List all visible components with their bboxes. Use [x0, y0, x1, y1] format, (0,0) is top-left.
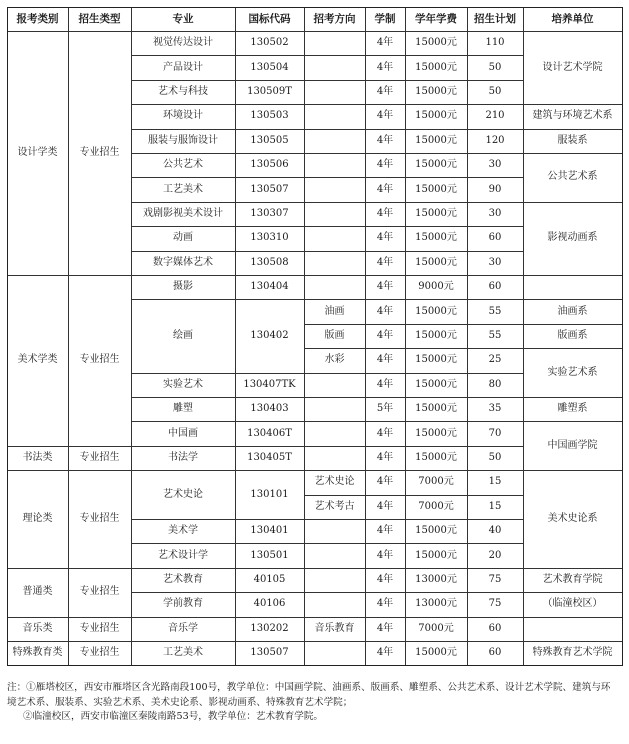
row-divider [131, 543, 305, 544]
row-divider [7, 641, 132, 642]
row-divider [304, 348, 524, 349]
row-divider [131, 568, 305, 569]
type-cell: 专业招生 [79, 451, 120, 463]
fee-cell: 15000元 [415, 256, 457, 268]
direction-cell [304, 421, 365, 445]
row-divider [131, 299, 305, 300]
direction-cell: 版画 [324, 329, 345, 341]
plan-cell: 120 [485, 134, 505, 146]
fee-cell: 15000元 [415, 61, 457, 73]
header-cell: 学制 [374, 13, 396, 25]
code-cell: 130101 [250, 488, 289, 500]
row-divider [523, 470, 623, 471]
plan-cell: 15 [488, 476, 502, 488]
years-cell: 4年 [376, 281, 394, 293]
row-divider [523, 348, 623, 349]
major-cell: 绘画 [173, 329, 193, 341]
unit-cell: 美术史论系 [547, 512, 598, 524]
row-divider [304, 495, 524, 496]
row-divider [523, 568, 623, 569]
years-cell: 4年 [376, 85, 394, 97]
category-cell: 美术学类 [17, 354, 58, 366]
type-cell: 专业招生 [79, 647, 120, 659]
column-divider [235, 7, 236, 665]
row-divider [7, 568, 132, 569]
major-cell: 动画 [173, 232, 193, 244]
code-cell: 40106 [253, 598, 286, 610]
column-divider [68, 7, 69, 665]
code-cell: 130509T [247, 85, 292, 97]
type-cell: 专业招生 [79, 354, 120, 366]
direction-cell: 艺术考古 [314, 500, 355, 512]
row-divider [304, 397, 524, 398]
row-divider [131, 104, 305, 105]
code-cell: 130501 [250, 549, 289, 561]
fee-cell: 15000元 [415, 525, 457, 537]
code-cell: 130504 [250, 61, 289, 73]
direction-cell [304, 153, 365, 177]
code-cell: 130307 [250, 207, 289, 219]
fee-cell: 15000元 [415, 183, 457, 195]
unit-cell: 油画系 [557, 305, 588, 317]
category-cell: 设计学类 [17, 147, 58, 158]
fee-cell: 15000元 [415, 549, 457, 561]
row-divider [131, 592, 305, 593]
years-cell: 4年 [376, 525, 394, 537]
row-divider [523, 397, 623, 398]
fee-cell: 15000元 [415, 427, 457, 439]
direction-cell [304, 104, 365, 128]
row-divider [131, 226, 305, 227]
row-divider [304, 373, 524, 374]
major-cell: 摄影 [173, 281, 193, 293]
row-divider [304, 129, 524, 130]
major-cell: 艺术教育 [163, 573, 203, 585]
direction-cell: 音乐教育 [314, 622, 355, 634]
years-cell: 4年 [376, 305, 394, 317]
plan-cell: 30 [488, 159, 502, 171]
direction-cell [304, 446, 365, 470]
plan-cell: 30 [488, 207, 502, 219]
unit-cell: 实验艺术系 [547, 366, 598, 378]
unit-cell [523, 617, 622, 641]
fee-cell: 15000元 [415, 159, 457, 171]
direction-cell [304, 80, 365, 104]
row-divider [304, 226, 524, 227]
fee-cell: 7000元 [418, 500, 454, 512]
direction-cell [304, 275, 365, 299]
fee-cell: 15000元 [415, 329, 457, 341]
code-cell: 130506 [250, 159, 289, 171]
row-divider [131, 470, 305, 471]
major-cell: 数字媒体艺术 [153, 256, 213, 268]
years-cell: 4年 [376, 110, 394, 122]
fee-cell: 13000元 [415, 573, 457, 585]
major-cell: 工艺美术 [163, 647, 203, 659]
header-cell: 报考类别 [16, 13, 59, 25]
column-divider [523, 7, 524, 665]
plan-cell: 80 [488, 378, 502, 390]
row-divider [304, 446, 524, 447]
row-divider [304, 519, 524, 520]
direction-cell [304, 397, 365, 421]
code-cell: 130502 [250, 37, 289, 49]
note-line-2: ②临潼校区，西安市临潼区秦陵南路53号，教学单位：艺术教育学院。 [23, 711, 324, 722]
row-divider [304, 55, 524, 56]
major-cell: 环境设计 [163, 110, 203, 122]
category-cell: 普通类 [22, 586, 53, 598]
code-cell: 130503 [250, 110, 289, 122]
fee-cell: 15000元 [415, 451, 457, 463]
code-cell: 130406T [247, 427, 292, 439]
direction-cell [304, 226, 365, 250]
type-cell: 专业招生 [79, 622, 120, 634]
direction-cell [304, 641, 365, 665]
row-divider [7, 446, 132, 447]
row-divider [131, 617, 305, 618]
enrollment-table [7, 7, 622, 666]
plan-cell: 40 [488, 525, 502, 537]
row-divider [304, 299, 524, 300]
code-cell: 40105 [253, 573, 286, 585]
major-cell: 服装与服饰设计 [148, 134, 218, 146]
fee-cell: 15000元 [415, 378, 457, 390]
plan-cell: 90 [488, 183, 502, 195]
direction-cell: 油画 [324, 305, 345, 317]
column-divider [365, 7, 366, 665]
direction-cell [304, 373, 365, 397]
unit-cell: 服装系 [557, 134, 588, 146]
major-cell: 公共艺术 [163, 159, 203, 171]
row-divider [523, 421, 623, 422]
row-divider [131, 251, 305, 252]
direction-cell: 艺术史论 [314, 476, 355, 488]
direction-cell [304, 177, 365, 201]
plan-cell: 30 [488, 256, 502, 268]
direction-cell: 水彩 [324, 354, 345, 366]
row-divider [131, 153, 305, 154]
years-cell: 4年 [376, 329, 394, 341]
major-cell: 中国画 [168, 427, 198, 439]
row-divider [304, 568, 524, 569]
unit-cell: 公共艺术系 [547, 171, 598, 183]
major-cell: 美术学 [168, 525, 198, 537]
fee-cell: 15000元 [415, 403, 457, 415]
major-cell: 视觉传达设计 [153, 37, 213, 49]
plan-cell: 20 [488, 549, 502, 561]
row-divider [131, 421, 305, 422]
row-divider [304, 251, 524, 252]
fee-cell: 15000元 [415, 305, 457, 317]
years-cell: 4年 [376, 573, 394, 585]
row-divider [523, 617, 623, 618]
code-cell: 130505 [250, 134, 289, 146]
column-divider [405, 7, 406, 665]
years-cell: 4年 [376, 427, 394, 439]
major-cell: 学前教育 [163, 598, 203, 610]
direction-cell [304, 568, 365, 592]
row-divider [523, 153, 623, 154]
major-cell: 书法学 [168, 451, 198, 463]
code-cell: 130407TK [243, 378, 296, 390]
row-divider [131, 129, 305, 130]
unit-cell: 设计艺术学院 [542, 61, 603, 73]
unit-cell [523, 275, 622, 299]
category-cell: 音乐类 [22, 622, 53, 634]
plan-cell: 50 [488, 451, 502, 463]
years-cell: 4年 [376, 598, 394, 610]
years-cell: 4年 [376, 183, 394, 195]
unit-cell: 建筑与环境艺术系 [532, 110, 613, 122]
code-cell: 130405T [247, 451, 292, 463]
fee-cell: 7000元 [418, 622, 454, 634]
note-line-1: 注：①雁塔校区，西安市雁塔区含光路南段100号，教学单位：中国画学院、油画系、版画系、雕塑系、公共艺术系、设计艺术学院、建筑与环境艺术系、服装系、实验艺术系、美术史论系、影视动画系、特殊教育艺术学院； [7, 682, 611, 708]
fee-cell: 15000元 [415, 207, 457, 219]
row-divider [131, 519, 305, 520]
plan-cell: 110 [485, 37, 505, 49]
fee-cell: 15000元 [415, 647, 457, 659]
plan-cell: 55 [488, 329, 502, 341]
category-cell: 理论类 [22, 512, 53, 524]
major-cell: 产品设计 [163, 61, 203, 73]
major-cell: 雕塑 [173, 403, 193, 415]
header-cell: 招生类型 [78, 13, 121, 25]
years-cell: 4年 [376, 476, 394, 488]
column-divider [467, 7, 468, 665]
plan-cell: 55 [488, 305, 502, 317]
row-divider [131, 80, 305, 81]
header-cell: 培养单位 [551, 13, 594, 25]
row-divider [304, 543, 524, 544]
row-divider [7, 617, 132, 618]
code-cell: 130403 [250, 403, 289, 415]
major-cell: 音乐学 [168, 622, 198, 634]
fee-cell: 15000元 [415, 232, 457, 244]
plan-cell: 25 [488, 354, 502, 366]
code-cell: 130507 [250, 647, 289, 659]
type-cell: 专业招生 [79, 512, 120, 524]
row-divider [304, 80, 524, 81]
fee-cell: 9000元 [418, 281, 454, 293]
years-cell: 4年 [376, 549, 394, 561]
row-divider [523, 104, 623, 105]
row-divider [131, 275, 305, 276]
major-cell: 实验艺术 [163, 378, 203, 390]
row-divider [131, 177, 305, 178]
code-cell: 130401 [250, 525, 289, 537]
years-cell: 4年 [376, 622, 394, 634]
years-cell: 4年 [376, 451, 394, 463]
major-cell: 工艺美术 [163, 183, 203, 195]
years-cell: 4年 [376, 134, 394, 146]
row-divider [304, 275, 524, 276]
fee-cell: 15000元 [415, 85, 457, 97]
unit-cell: 特殊教育艺术学院 [532, 647, 613, 659]
row-divider [304, 324, 524, 325]
direction-cell [304, 251, 365, 275]
fee-cell: 15000元 [415, 37, 457, 49]
plan-cell: 75 [488, 573, 502, 585]
fee-cell: 15000元 [415, 134, 457, 146]
fee-cell: 7000元 [418, 476, 454, 488]
row-divider [131, 641, 305, 642]
row-divider [523, 202, 623, 203]
plan-cell: 60 [488, 647, 502, 659]
plan-cell: 70 [488, 427, 502, 439]
column-divider [131, 7, 132, 665]
years-cell: 4年 [376, 647, 394, 659]
category-cell: 书法类 [22, 451, 53, 463]
column-divider [304, 7, 305, 665]
row-divider [304, 592, 524, 593]
row-divider [523, 129, 623, 130]
direction-cell [304, 55, 365, 79]
row-divider [523, 641, 623, 642]
row-divider [304, 641, 524, 642]
major-cell: 戏剧影视美术设计 [143, 207, 223, 219]
header-divider [7, 31, 623, 32]
row-divider [7, 470, 132, 471]
row-divider [304, 421, 524, 422]
row-divider [131, 397, 305, 398]
header-cell: 招生计划 [474, 13, 516, 25]
row-divider [131, 446, 305, 447]
fee-cell: 15000元 [415, 354, 457, 366]
years-cell: 4年 [376, 354, 394, 366]
major-cell: 艺术设计学 [158, 549, 208, 561]
direction-cell [304, 543, 365, 567]
years-cell: 5年 [376, 403, 394, 415]
plan-cell: 50 [488, 85, 502, 97]
code-cell: 130202 [250, 622, 289, 634]
years-cell: 4年 [376, 256, 394, 268]
direction-cell [304, 129, 365, 153]
row-divider [523, 592, 623, 593]
code-cell: 130508 [250, 256, 289, 268]
category-cell: 特殊教育类 [12, 647, 63, 659]
row-divider [304, 153, 524, 154]
code-cell: 130404 [250, 281, 289, 293]
plan-cell: 35 [488, 403, 502, 415]
plan-cell: 75 [488, 598, 502, 610]
plan-cell: 60 [488, 281, 502, 293]
row-divider [304, 470, 524, 471]
years-cell: 4年 [376, 37, 394, 49]
row-divider [131, 55, 305, 56]
row-divider [523, 324, 623, 325]
row-divider [523, 299, 623, 300]
unit-cell: 影视动画系 [547, 232, 598, 244]
type-cell: 专业招生 [79, 147, 120, 158]
row-divider [131, 373, 305, 374]
plan-cell: 60 [488, 622, 502, 634]
plan-cell: 210 [485, 110, 505, 122]
direction-cell [304, 31, 365, 55]
fee-cell: 13000元 [415, 598, 457, 610]
unit-cell: 艺术教育学院 [542, 573, 603, 585]
unit-cell: 版画系 [557, 329, 588, 341]
row-divider [304, 202, 524, 203]
header-cell: 招考方向 [313, 13, 356, 25]
years-cell: 4年 [376, 61, 394, 73]
years-cell: 4年 [376, 207, 394, 219]
fee-cell: 15000元 [415, 110, 457, 122]
plan-cell: 50 [488, 61, 502, 73]
years-cell: 4年 [376, 378, 394, 390]
header-cell: 学年学费 [415, 13, 457, 25]
direction-cell [304, 519, 365, 543]
plan-cell: 15 [488, 500, 502, 512]
code-cell: 130507 [250, 183, 289, 195]
major-cell: 艺术与科技 [158, 85, 208, 97]
row-divider [304, 617, 524, 618]
major-cell: 艺术史论 [163, 488, 203, 500]
row-divider [523, 275, 623, 276]
unit-cell: （临潼校区） [542, 598, 603, 610]
direction-cell [304, 592, 365, 616]
row-divider [304, 177, 524, 178]
row-divider [304, 104, 524, 105]
table-notes [7, 681, 619, 725]
header-cell: 专业 [172, 13, 194, 25]
type-cell: 专业招生 [79, 586, 120, 598]
header-cell: 国标代码 [248, 13, 291, 25]
years-cell: 4年 [376, 500, 394, 512]
years-cell: 4年 [376, 232, 394, 244]
code-cell: 130310 [250, 232, 289, 244]
unit-cell: 雕塑系 [557, 403, 588, 415]
unit-cell: 中国画学院 [547, 439, 598, 451]
row-divider [7, 275, 132, 276]
code-cell: 130402 [250, 329, 289, 341]
plan-cell: 60 [488, 232, 502, 244]
row-divider [131, 202, 305, 203]
direction-cell [304, 202, 365, 226]
years-cell: 4年 [376, 159, 394, 171]
